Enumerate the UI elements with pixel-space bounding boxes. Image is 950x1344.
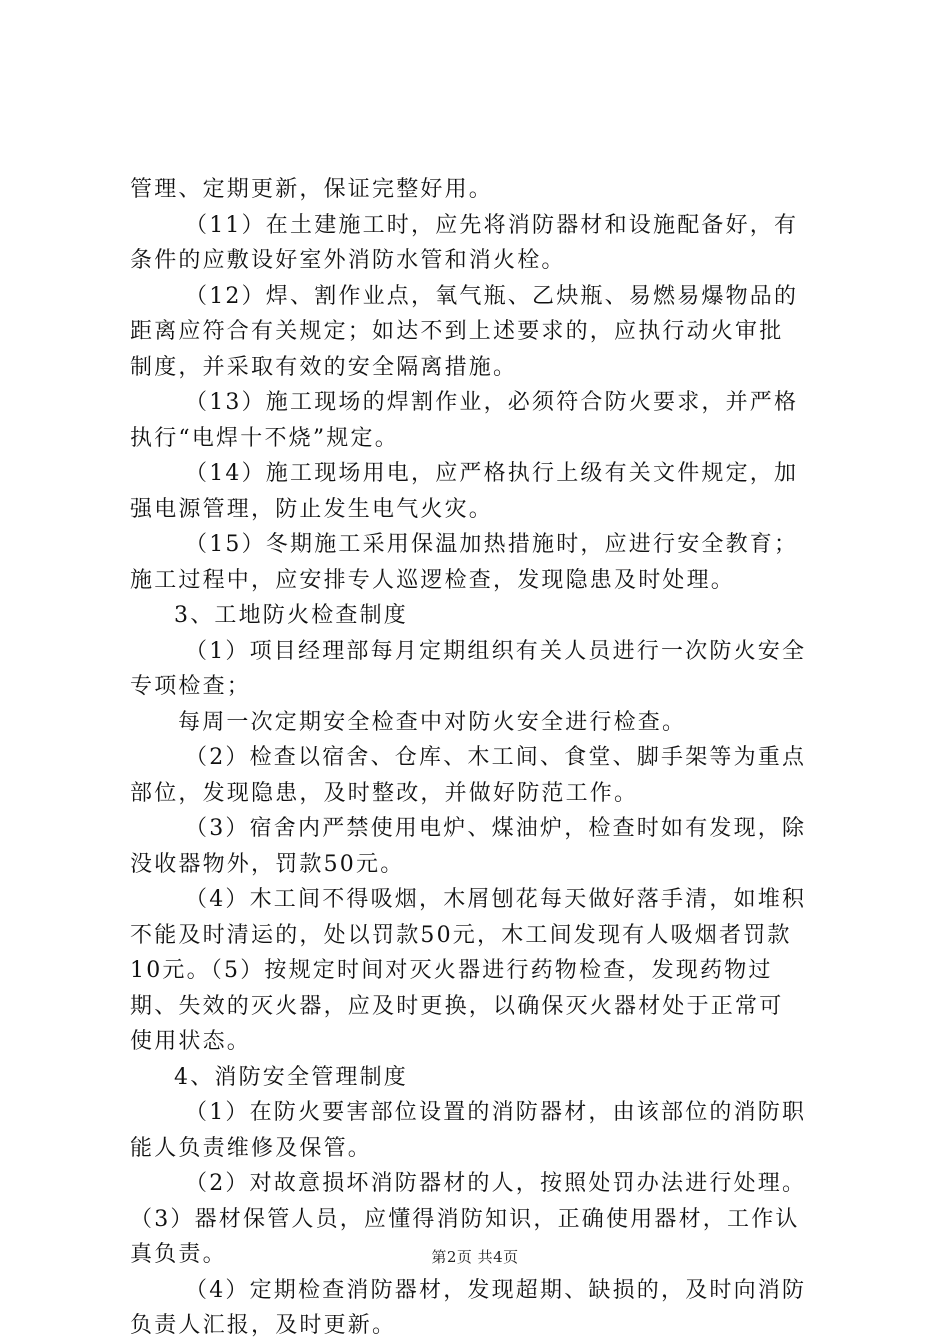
text-line: （2）对故意损坏消防器材的人，按照处罚办法进行处理。 [185, 1171, 807, 1196]
text-line: （3）宿舍内严禁使用电炉、煤油炉，检查时如有发现，除 [185, 816, 807, 841]
text-line: （12）焊、割作业点，氧气瓶、乙炔瓶、易燃易爆物品的 [185, 283, 799, 309]
text-line: （4）木工间不得吸烟，木屑刨花每天做好落手清，如堆积 [185, 887, 807, 912]
text-line: （1）在防火要害部位设置的消防器材，由该部位的消防职 [185, 1100, 807, 1125]
text-line: （13）施工现场的焊割作业，必须符合防火要求，并严格 [185, 390, 799, 415]
page-number-footer: 第2页 共4页 [431, 1248, 519, 1266]
text-line: 施工过程中，应安排专人巡逻检查，发现隐患及时处理。 [130, 567, 736, 593]
text-line: 真负责。 [130, 1242, 227, 1267]
text-line: 没收器物外，罚款50元。 [130, 851, 405, 877]
text-line: 强电源管理，防止发生电气火灾。 [130, 496, 494, 522]
document-body [130, 172, 830, 1344]
text-line: 管理、定期更新，保证完整好用。 [130, 177, 494, 202]
text-line: 距离应符合有关规定；如达不到上述要求的，应执行动火审批 [130, 319, 784, 344]
text-line: （15）冬期施工采用保温加热措施时，应进行安全教育； [185, 532, 799, 557]
text-line: （2）检查以宿舍、仓库、木工间、食堂、脚手架等为重点 [185, 745, 807, 770]
text-line: 部位，发现隐患，及时整改，并做好防范工作。 [130, 780, 639, 806]
text-line: 期、失效的灭火器，应及时更换，以确保灭火器材处于正常可 [130, 993, 784, 1019]
section-heading: 3、工地防火检查制度 [174, 603, 408, 628]
text-line: （14）施工现场用电，应严格执行上级有关文件规定，加 [185, 461, 799, 486]
text-line: （3）器材保管人员，应懂得消防知识，正确使用器材，工作认 [130, 1206, 800, 1232]
text-line: （4）定期检查消防器材，发现超期、缺损的，及时向消防 [185, 1277, 807, 1303]
text-line: 使用状态。 [130, 1029, 252, 1054]
text-line: 执行“电焊十不烧”规定。 [130, 425, 399, 451]
text-line: 每周一次定期安全检查中对防火安全进行检查。 [178, 709, 687, 735]
text-line: （1）项目经理部每月定期组织有关人员进行一次防火安全 [185, 638, 807, 664]
text-line: 10元。（5）按规定时间对灭火器进行药物检查，发现药物过 [130, 958, 773, 983]
text-line: 专项检查； [130, 674, 252, 699]
text-line: 不能及时清运的，处以罚款50元，木工间发现有人吸烟者罚款 [130, 922, 792, 948]
text-line: （11）在土建施工时，应先将消防器材和设施配备好，有 [185, 212, 799, 238]
text-line: 能人负责维修及保管。 [130, 1135, 373, 1161]
text-line: 负责人汇报，及时更新。 [130, 1313, 397, 1338]
text-line: 条件的应敷设好室外消防水管和消火栓。 [130, 248, 566, 273]
section-heading: 4、消防安全管理制度 [174, 1064, 408, 1090]
text-line: 制度，并采取有效的安全隔离措施。 [130, 354, 518, 380]
